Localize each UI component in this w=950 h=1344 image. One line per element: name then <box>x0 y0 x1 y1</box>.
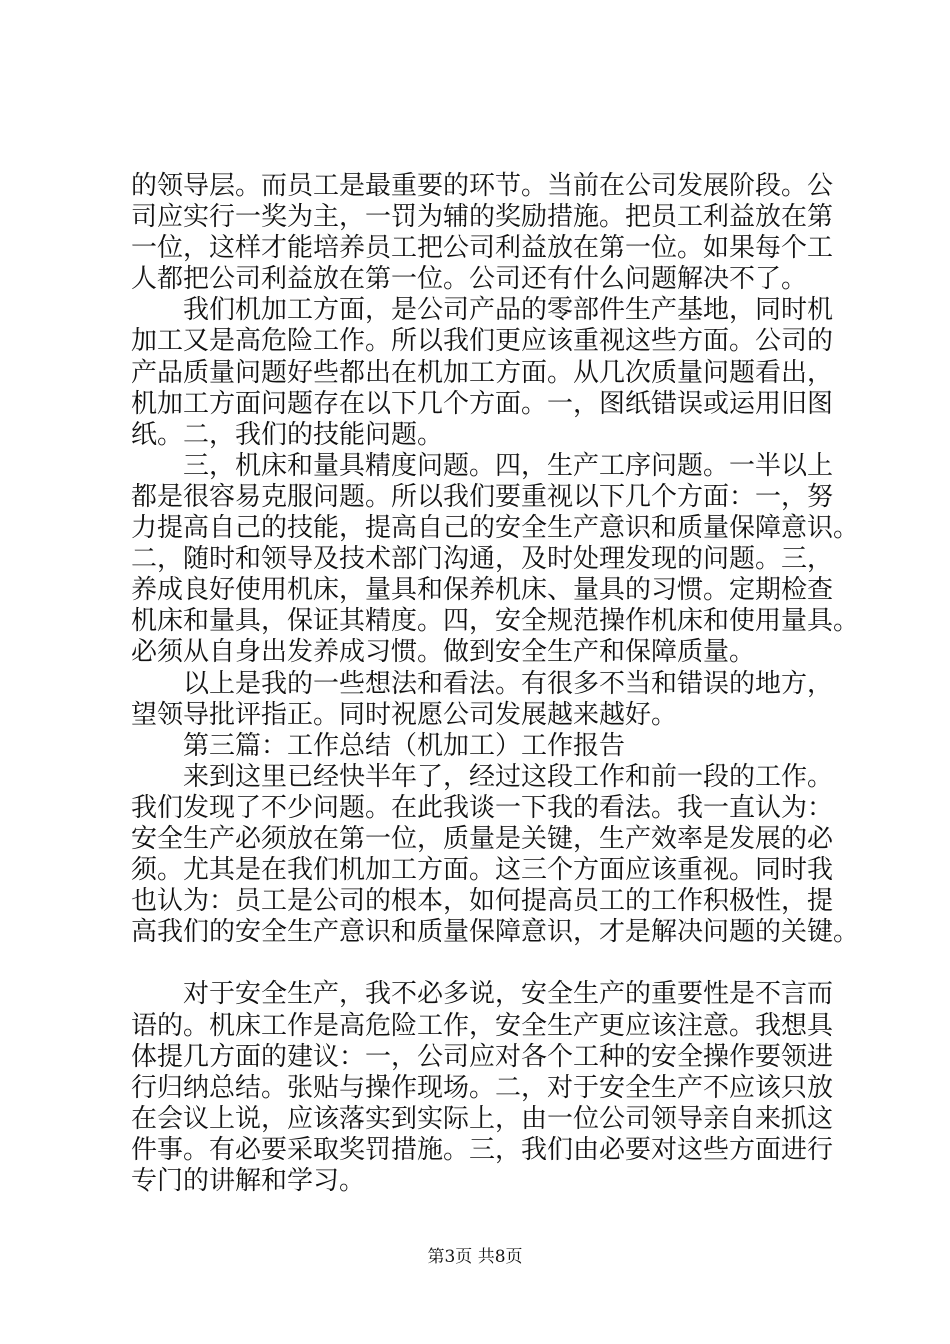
text-line: 人都把公司利益放在第一位。公司还有什么问题解决不了。 <box>131 264 808 295</box>
text-line: 必须从自身出发养成习惯。做到安全生产和保障质量。 <box>131 637 756 668</box>
text-line: 语的。机床工作是高危险工作，安全生产更应该注意。我想具 <box>131 1010 834 1041</box>
text-line: 第三篇：工作总结（机加工）工作报告 <box>183 730 626 761</box>
text-line: 二，随时和领导及技术部门沟通，及时处理发现的问题。三， <box>131 544 834 575</box>
text-line: 力提高自己的技能，提高自己的安全生产意识和质量保障意识。 <box>131 513 860 544</box>
text-line: 以上是我的一些想法和看法。有很多不当和错误的地方， <box>183 668 834 699</box>
text-line: 也认为：员工是公司的根本，如何提高员工的工作积极性，提 <box>131 886 834 917</box>
text-line: 体提几方面的建议：一，公司应对各个工种的安全操作要领进 <box>131 1041 834 1072</box>
text-line: 专门的讲解和学习。 <box>131 1166 366 1196</box>
text-line: 在会议上说，应该落实到实际上，由一位公司领导亲自来抓这 <box>131 1103 834 1134</box>
text-line: 对于安全生产，我不必多说，安全生产的重要性是不言而 <box>183 979 834 1010</box>
text-line: 产品质量问题好些都出在机加工方面。从几次质量问题看出， <box>131 357 834 388</box>
text-line: 一位，这样才能培养员工把公司利益放在第一位。如果每个工 <box>131 233 834 264</box>
text-line: 我们发现了不少问题。在此我谈一下我的看法。我一直认为： <box>131 792 834 823</box>
text-line: 高我们的安全生产意识和质量保障意识，才是解决问题的关键。 <box>131 917 860 948</box>
text-line: 须。尤其是在我们机加工方面。这三个方面应该重视。同时我 <box>131 855 834 886</box>
text-line: 我们机加工方面，是公司产品的零部件生产基地，同时机 <box>183 295 834 326</box>
text-line: 机床和量具，保证其精度。四，安全规范操作机床和使用量具。 <box>131 606 860 637</box>
blank-line <box>131 948 831 979</box>
text-line: 养成良好使用机床，量具和保养机床、量具的习惯。定期检查 <box>131 575 834 606</box>
text-line: 都是很容易克服问题。所以我们要重视以下几个方面：一，努 <box>131 481 834 512</box>
text-line: 件事。有必要采取奖罚措施。三，我们由必要对这些方面进行 <box>131 1134 834 1165</box>
document-body <box>131 171 860 1197</box>
text-line: 纸。二，我们的技能问题。 <box>131 419 444 450</box>
text-line: 行归纳总结。张贴与操作现场。二，对于安全生产不应该只放 <box>131 1072 834 1103</box>
page-footer: 第3页 共8页 <box>427 1247 523 1267</box>
text-line: 来到这里已经快半年了，经过这段工作和前一段的工作。 <box>183 761 834 792</box>
text-line: 安全生产必须放在第一位，质量是关键，生产效率是发展的必 <box>131 823 834 854</box>
text-line: 司应实行一奖为主，一罚为辅的奖励措施。把员工利益放在第 <box>131 202 834 233</box>
text-line: 三，机床和量具精度问题。四，生产工序问题。一半以上 <box>183 450 834 481</box>
text-line: 望领导批评指正。同时祝愿公司发展越来越好。 <box>131 699 678 730</box>
text-line: 加工又是高危险工作。所以我们更应该重视这些方面。公司的 <box>131 326 834 357</box>
text-line: 机加工方面问题存在以下几个方面。一，图纸错误或运用旧图 <box>131 388 834 419</box>
text-line: 的领导层。而员工是最重要的环节。当前在公司发展阶段。公 <box>131 171 834 201</box>
